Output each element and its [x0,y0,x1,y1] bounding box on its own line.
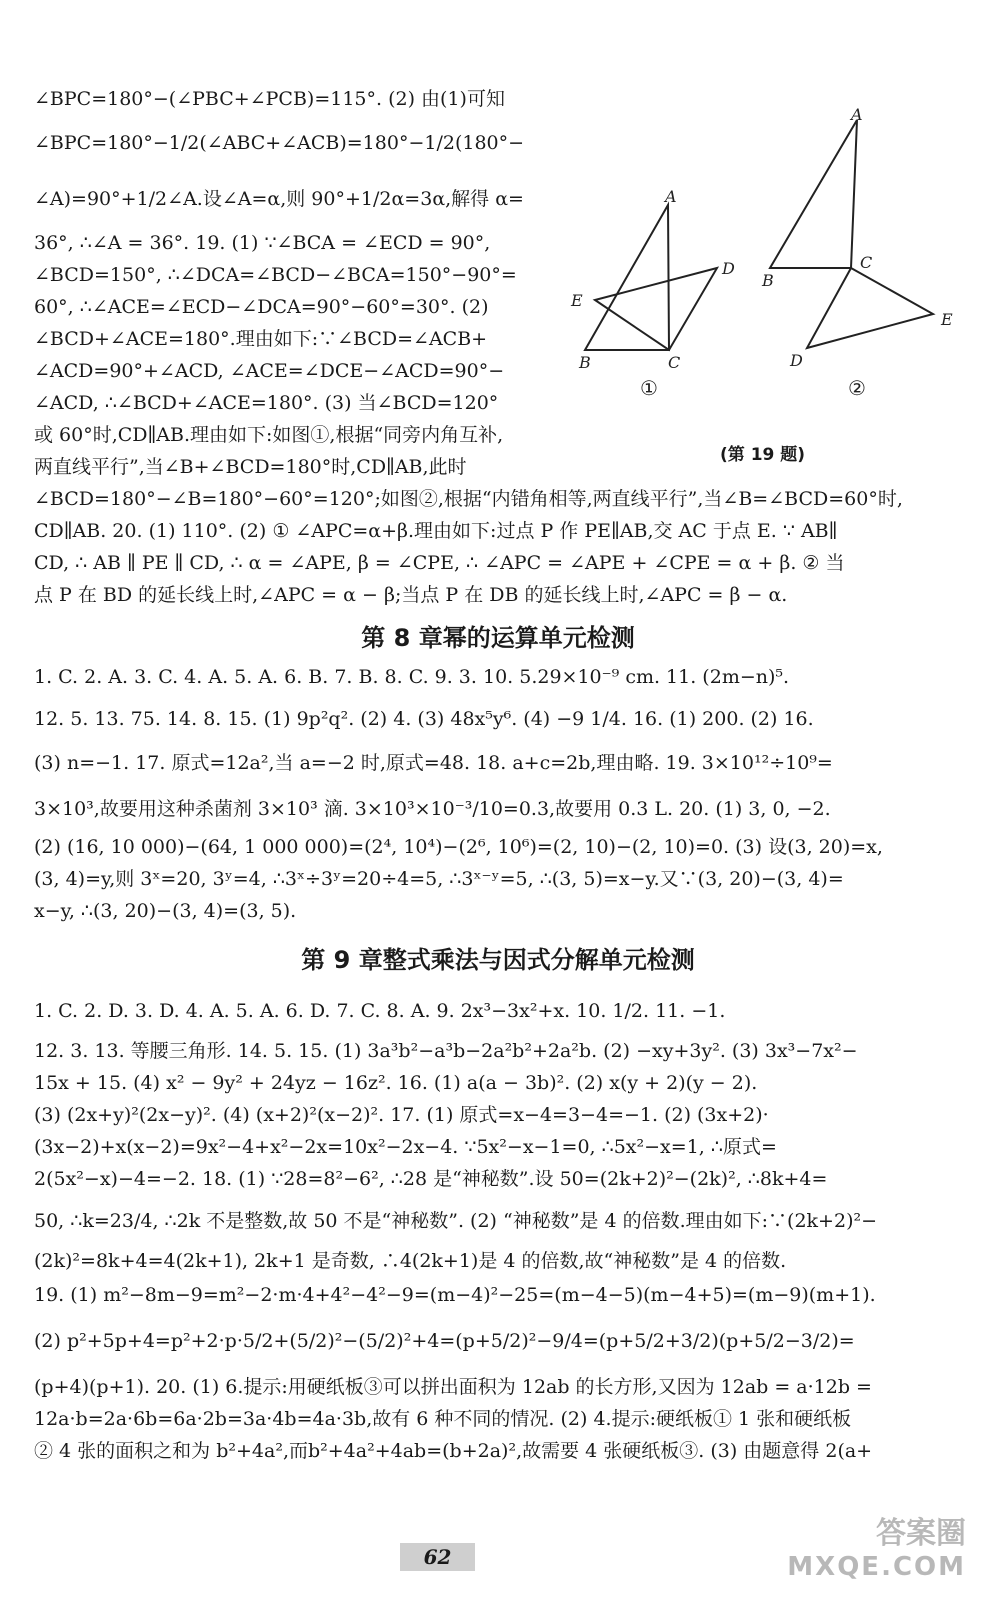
text-line: (3) n=−1. 17. 原式=12a²,当 a=−2 时,原式=48. 18. a+c=2b,理由略. 19. 3×10¹²÷10⁹= [34,752,833,774]
label-b2: B [762,271,774,290]
text-line: 50, ∴k=23/4, ∴2k 不是整数,故 50 不是“神秘数”. (2) “神秘数”是 4 的倍数.理由如下:∵(2k+2)²− [34,1210,878,1232]
chapter9-title: 第 9 章整式乘法与因式分解单元检测 [301,946,695,974]
text-line: ∠ACD=90°+∠ACD, ∠ACE=∠DCE−∠ACD=90°− [34,360,505,382]
label-b1: B [579,353,591,372]
label-d1: D [722,259,735,278]
text-line: 36°, ∴∠A = 36°. 19. (1) ∵∠BCA = ∠ECD = 90°, [34,232,491,254]
text-line: 2(5x²−x)−4=−2. 18. (1) ∵28=8²−6², ∴28 是“神秘数”.设 50=(2k+2)²−(2k)², ∴8k+4= [34,1168,828,1190]
text-line: (2) p²+5p+4=p²+2·p·5/2+(5/2)²−(5/2)²+4=(p+5/2)²−9/4=(p+5/2+3/2)(p+5/2−3/2)= [34,1330,855,1352]
label-e2: E [941,310,953,329]
watermark [787,1508,966,1582]
geometry-figure [565,100,975,445]
text-line: 12. 3. 13. 等腰三角形. 14. 5. 15. (1) 3a³b²−a³b−2a²b²+2a²b. (2) −xy+3y². (3) 3x³−7x²− [34,1040,858,1062]
text-line: ∠ACD, ∴∠BCD+∠ACE=180°. (3) 当∠BCD=120° [34,392,499,414]
label-a2: A [851,105,863,124]
text-line: 1. C. 2. A. 3. C. 4. A. 5. A. 6. B. 7. B. 8. C. 9. 3. 10. 5.29×10⁻⁹ cm. 11. (2m−n)⁵. [34,666,790,688]
text-line: ∠BPC=180°−(∠PBC+∠PCB)=115°. (2) 由(1)可知 [34,88,505,110]
text-line: (2) (16, 10 000)−(64, 1 000 000)=(2⁴, 10⁴)−(2⁶, 10⁶)=(2, 10)−(2, 10)=0. (3) 设(3, 20)=x, [34,836,883,858]
text-line: ∠BCD+∠ACE=180°.理由如下:∵∠BCD=∠ACB+ [34,328,488,350]
text-line: (3) (2x+y)²(2x−y)². (4) (x+2)²(x−2)². 17. (1) 原式=x−4=3−4=−1. (2) (3x+2)· [34,1104,769,1126]
text-line: (3, 4)=y,则 3ˣ=20, 3ʸ=4, ∴3ˣ÷3ʸ=20÷4=5, ∴3ˣ⁻ʸ=5, ∴(3, 5)=x−y.又∵(3, 20)−(3, 4)= [34,868,844,890]
text-line: (3x−2)+x(x−2)=9x²−4+x²−2x=10x²−2x−4. ∵5x²−x−1=0, ∴5x²−x=1, ∴原式= [34,1136,777,1158]
triangle-abc [585,205,669,350]
label-c1: C [668,353,681,372]
figure-number-2: ② [848,376,866,400]
text-line: 15x + 15. (4) x² − 9y² + 24yz − 16z². 16. (1) a(a − 3b)². (2) x(y + 2)(y − 2). [34,1072,758,1094]
label-a1: A [665,187,677,206]
triangle-abc-2 [770,120,857,268]
text-line: 两直线平行”,当∠B+∠BCD=180°时,CD∥AB,此时 [34,456,467,478]
label-e1: E [571,291,583,310]
text-line: ∠BCD=180°−∠B=180°−60°=120°;如图②,根据“内错角相等,两直线平行”,当∠B=∠BCD=60°时, [34,488,903,510]
text-line: (2k)²=8k+4=4(2k+1), 2k+1 是奇数, ∴4(2k+1)是 4 的倍数,故“神秘数”是 4 的倍数. [34,1250,787,1272]
text-line: 60°, ∴∠ACE=∠ECD−∠DCA=90°−60°=30°. (2) [34,296,489,318]
chapter8-title: 第 8 章幂的运算单元检测 [361,624,635,652]
label-c2: C [860,253,873,272]
text-line: 或 60°时,CD∥AB.理由如下:如图①,根据“同旁内角互补, [34,424,504,446]
text-line: 19. (1) m²−8m−9=m²−2·m·4+4²−4²−9=(m−4)²−25=(m−4−5)(m−4+5)=(m−9)(m+1). [34,1284,876,1306]
watermark-url: MXQE.COM [787,1552,966,1582]
text-line: CD∥AB. 20. (1) 110°. (2) ① ∠APC=α+β.理由如下:过点 P 作 PE∥AB,交 AC 于点 E. ∵ AB∥ [34,520,838,542]
text-line: 3×10³,故要用这种杀菌剂 3×10³ 滴. 3×10³×10⁻³/10=0.3,故要用 0.3 L. 20. (1) 3, 0, −2. [34,798,831,820]
figure-caption: (第 19 题) [720,445,806,465]
text-line: ∠BPC=180°−1/2(∠ABC+∠ACB)=180°−1/2(180°− [34,132,525,154]
text-line: ② 4 张的面积之和为 b²+4a²,而b²+4a²+4ab=(b+2a)²,故需要 4 张硬纸板③. (3) 由题意得 2(a+ [34,1440,873,1462]
triangle-ecd [595,268,717,350]
figure-number-1: ① [640,376,658,400]
triangle-ced [807,268,933,348]
text-line: ∠A)=90°+1/2∠A.设∠A=α,则 90°+1/2α=3α,解得 α= [34,188,524,210]
page-number: 62 [400,1543,475,1571]
text-line: 1. C. 2. D. 3. D. 4. A. 5. A. 6. D. 7. C. 8. A. 9. 2x³−3x²+x. 10. 1/2. 11. −1. [34,1000,726,1022]
text-line: 12. 5. 13. 75. 14. 8. 15. (1) 9p²q². (2) 4. (3) 48x⁵y⁶. (4) −9 1/4. 16. (1) 200. (2) 16. [34,708,814,730]
text-line: 12a·b=2a·6b=6a·2b=3a·4b=4a·3b,故有 6 种不同的情况. (2) 4.提示:硬纸板① 1 张和硬纸板 [34,1408,852,1430]
text-line: CD, ∴ AB ∥ PE ∥ CD, ∴ α = ∠APE, β = ∠CPE, ∴ ∠APC = ∠APE + ∠CPE = α + β. ② 当 [34,552,845,574]
label-d2: D [790,351,803,370]
watermark-logo-text: 答案圈 [876,1516,966,1551]
text-line: 点 P 在 BD 的延长线上时,∠APC = α − β;当点 P 在 DB 的延长线上时,∠APC = β − α. [34,584,788,606]
text-line: (p+4)(p+1). 20. (1) 6.提示:用硬纸板③可以拼出面积为 12ab 的长方形,又因为 12ab = a·12b = [34,1376,872,1398]
text-line: x−y, ∴(3, 20)−(3, 4)=(3, 5). [34,900,297,922]
text-line: ∠BCD=150°, ∴∠DCA=∠BCD−∠BCA=150°−90°= [34,264,517,286]
